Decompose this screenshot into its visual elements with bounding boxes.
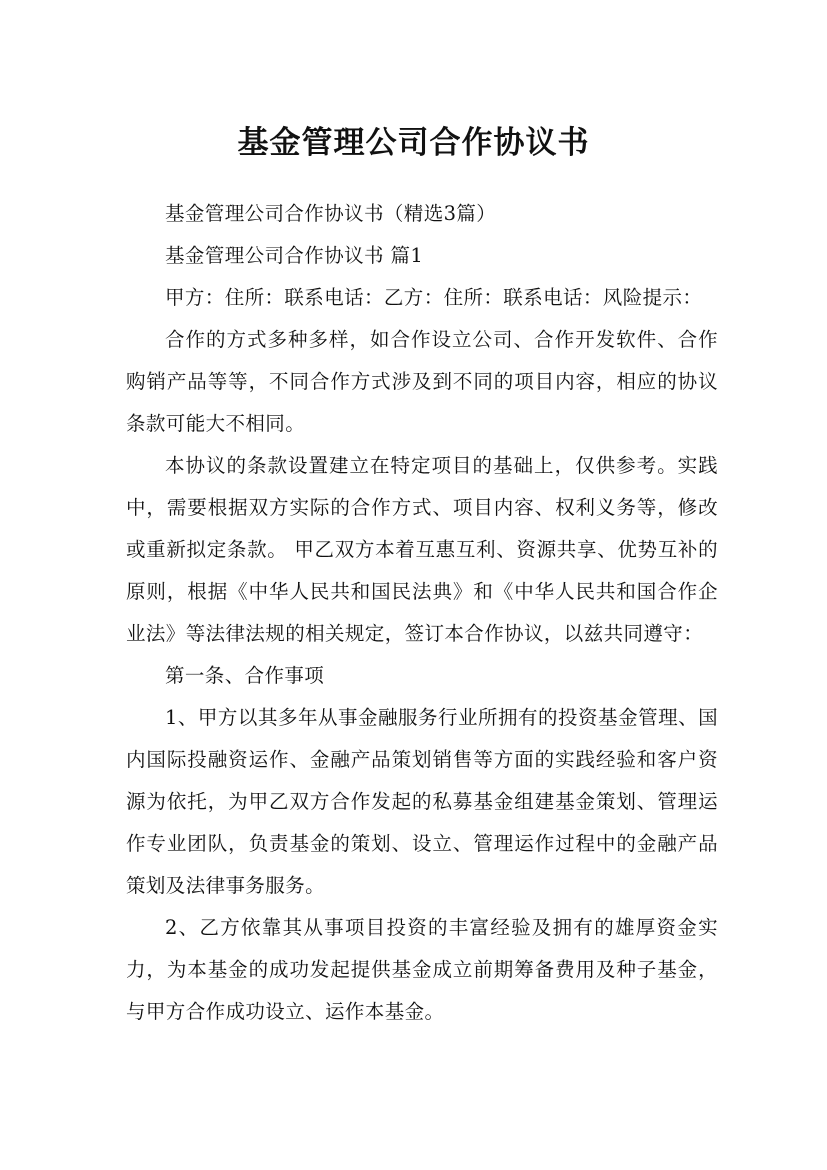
paragraph-section-heading: 基金管理公司合作协议书 篇1 <box>165 244 424 267</box>
paragraph-clause-2: 2、乙方依靠其从事项目投资的丰富经验及拥有的雄厚资金实力，为本基金的成功发起提供基金成立前期筹备费用及种子基金，与甲方合作成功设立、运作本基金。 <box>126 916 718 1023</box>
document-body <box>126 193 718 1033</box>
paragraph-cooperation-methods: 合作的方式多种多样，如合作设立公司、合作开发软件、合作购销产品等等，不同合作方式涉及到不同的项目内容，相应的协议条款可能大不相同。 <box>126 328 718 435</box>
document-title: 基金管理公司合作协议书 <box>237 124 590 161</box>
paragraph-subtitle: 基金管理公司合作协议书（精选3篇） <box>165 202 497 225</box>
paragraph-clause-1: 1、甲方以其多年从事金融服务行业所拥有的投资基金管理、国内国际投融资运作、金融产品策划销售等方面的实践经验和客户资源为依托，为甲乙双方合作发起的私募基金组建基金策划、管理运作专业团队，负责基金的策划、设立、管理运作过程中的金融产品策划及法律事务服务。 <box>126 706 718 897</box>
paragraph-parties: 甲方：住所：联系电话：乙方：住所：联系电话：风险提示： <box>165 286 703 309</box>
paragraph-article-one-heading: 第一条、合作事项 <box>165 664 325 687</box>
paragraph-agreement-basis: 本协议的条款设置建立在特定项目的基础上，仅供参考。实践中，需要根据双方实际的合作方式、项目内容、权利义务等，修改或重新拟定条款。 甲乙双方本着互惠互利、资源共享、优势互补的原则，根据《中华人民共和国民法典》和《中华人民共和国合作企业法》等法律法规的相关规定，签订本合作协议，以兹共同遵守： <box>126 454 718 645</box>
